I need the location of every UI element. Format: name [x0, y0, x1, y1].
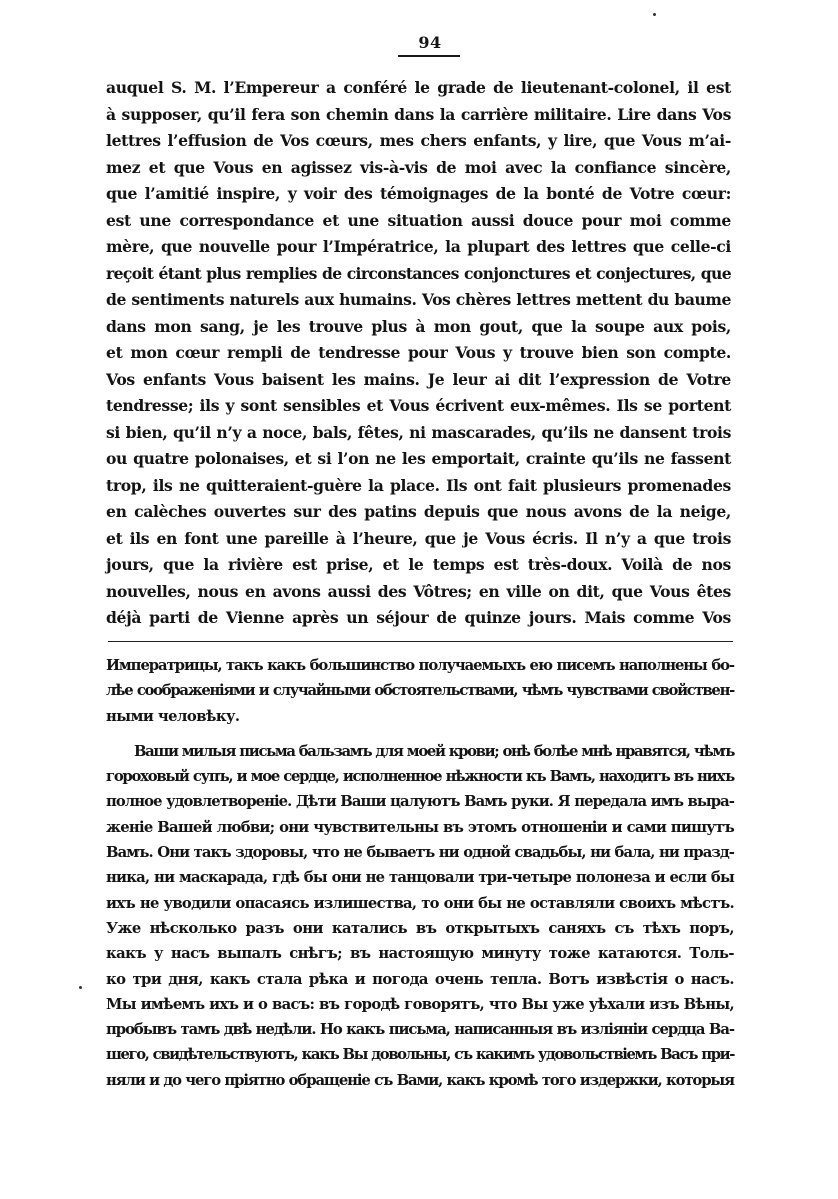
- french-text-line: ou quatre polonaises, et si l’on ne les emportait, crainte qu’ils ne fassent: [106, 449, 731, 468]
- russian-text-line: ко три дня, какъ стала рѣка и погода очень тепла. Вотъ извѣстія о насъ.: [106, 970, 734, 988]
- french-text-line: et ils en font une pareille à l’heure, que je Vous écris. Il n’y a que trois: [106, 528, 731, 548]
- french-text-block: [106, 75, 731, 632]
- french-text-line: tendresse; ils y sont sensibles et Vous écrivent eux-mêmes. Ils se portent: [106, 396, 731, 415]
- french-text-line: si bien, qu’il n’y a noce, bals, fêtes, ni mascarades, qu’ils ne dansent trois: [106, 422, 731, 442]
- russian-text-line: ными человѣку.: [106, 707, 240, 725]
- russian-text-line: Мы имѣемъ ихъ и о васъ: въ городѣ говорятъ, что Вы уже уѣхали изъ Вѣны,: [106, 995, 734, 1013]
- russian-text-line: шего, свидѣтельствуютъ, какъ Вы довольны, съ какимъ удовольствіемъ Васъ при-: [106, 1046, 734, 1064]
- french-text-line: à supposer, qu’il fera son chemin dans la carrière militaire. Lire dans Vos: [106, 104, 731, 124]
- french-text-line: déjà parti de Vienne après un séjour de quinze jours. Mais comme Vos: [106, 608, 731, 627]
- russian-text-line: Ваши милыя письма бальзамъ для моей крови; онѣ болѣе мнѣ нравятся, чѣмъ: [134, 742, 734, 760]
- russian-text-line: няли и до чего пріятно обращеніе съ Вами, какъ кромѣ того издержки, которыя: [106, 1071, 734, 1089]
- russian-text-line: пробывъ тамъ двѣ недѣли. Но какъ письма, написанныя въ изліяніи сердца Ва-: [106, 1021, 734, 1039]
- russian-translation-block: [106, 653, 734, 1093]
- french-text-line: est une correspondance et une situation aussi douce pour moi comme: [106, 210, 731, 230]
- french-text-line: en calèches ouvertes sur des patins depuis que nous avons de la neige,: [106, 502, 731, 521]
- russian-text-line: лѣе соображеніями и случайными обстоятельствами, чѣмъ чувствами свойствен-: [106, 682, 734, 700]
- french-text-line: trop, ils ne quitteraient-guère la place. Ils ont fait plusieurs promenades: [106, 475, 731, 495]
- french-text-line: Vos enfants Vous baisent les mains. Je leur ai dit l’expression de Votre: [106, 369, 731, 389]
- russian-text-line: гороховый супъ, и мое сердце, исполненное нѣжности къ Вамъ, находитъ въ нихъ: [106, 768, 734, 786]
- french-text-line: nouvelles, nous en avons aussi des Vôtres; en ville on dit, que Vous êtes: [106, 581, 731, 601]
- french-text-line: auquel S. M. l’Empereur a conféré le grade de lieutenant-colonel, il est: [106, 78, 731, 97]
- russian-text-line: ника, ни маскарада, гдѣ бы они не танцовали три-четыре полонеза и если бы: [106, 869, 734, 887]
- russian-text-line: ихъ не уводили опасаясь излишества, то они бы не оставляли своихъ мѣстъ.: [106, 894, 734, 912]
- french-text-line: mère, que nouvelle pour l’Impératrice, la plupart des lettres que celle-ci: [106, 237, 731, 256]
- russian-text-line: Уже нѣсколько разъ они катались въ открытыхъ саняхъ съ тѣхъ поръ,: [106, 919, 734, 937]
- russian-text-line: Императрицы, такъ какъ большинство получаемыхъ ею писемъ наполнены бо-: [106, 657, 734, 674]
- russian-text-line: какъ у насъ выпалъ снѣгъ; въ настоящую минуту тоже катаются. Толь-: [106, 945, 734, 963]
- french-text-line: jours, que la rivière est prise, et le temps est très-doux. Voilà de nos: [106, 555, 731, 574]
- french-text-line: dans mon sang, je les trouve plus à mon gout, que la soupe aux pois,: [106, 316, 731, 336]
- french-text-line: et mon cœur rempli de tendresse pour Vous y trouve bien son compte.: [106, 343, 731, 362]
- footnote-separator-rule: [108, 641, 733, 642]
- french-text-line: reçoit étant plus remplies de circonstances conjonctures et conjectures, que: [106, 263, 731, 283]
- russian-text-line: женіе Вашей любви; они чувствительны въ этомъ отношеніи и сами пишутъ: [106, 818, 734, 836]
- page-number: 94: [418, 33, 442, 52]
- french-text-line: lettres l’effusion de Vos cœurs, mes chers enfants, y lire, que Vous m’ai-: [106, 131, 731, 150]
- paper-speck: [79, 986, 82, 989]
- french-text-line: mez et que Vous en agissez vis-à-vis de moi avec la confiance sincère,: [106, 157, 731, 177]
- paper-speck: [653, 13, 656, 16]
- russian-text-line: Вамъ. Они такъ здоровы, что не бываетъ ни одной свадьбы, ни бала, ни празд-: [106, 844, 734, 862]
- russian-text-line: полное удовлетвореніе. Дѣти Ваши цалуютъ Вамъ руки. Я передала имъ выра-: [106, 793, 734, 811]
- page-number-underline: [398, 55, 460, 57]
- french-text-line: de sentiments naturels aux humains. Vos chères lettres mettent du baume: [106, 290, 731, 309]
- french-text-line: que l’amitié inspire, y voir des témoignages de la bonté de Votre cœur:: [106, 184, 731, 203]
